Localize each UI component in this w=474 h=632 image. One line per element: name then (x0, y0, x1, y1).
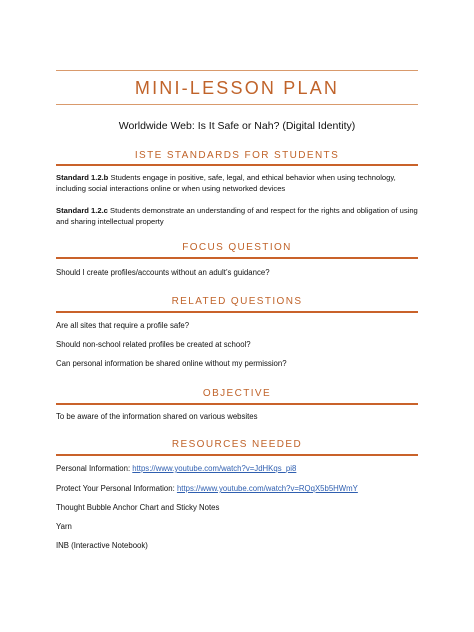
objective-heading: OBJECTIVE (202, 388, 272, 399)
standard-1-2-c (56, 206, 418, 227)
focus-heading: FOCUS QUESTION (182, 242, 292, 253)
resources-heading-rule (56, 454, 418, 456)
resource-item: INB (Interactive Notebook) (56, 541, 148, 550)
title-bottom-rule (56, 104, 418, 105)
resource-item: Yarn (56, 522, 72, 531)
related-heading-rule (56, 311, 418, 313)
lesson-subtitle: Worldwide Web: Is It Safe or Nah? (Digital Identity) (118, 120, 356, 132)
resource-item (56, 464, 434, 473)
page-title: MINI-LESSON PLAN (134, 78, 340, 98)
related-heading: RELATED QUESTIONS (171, 296, 303, 307)
iste-heading: ISTE STANDARDS FOR STUDENTS (134, 150, 340, 161)
iste-heading-rule (56, 164, 418, 166)
related-question: Should non-school related profiles be created at school? (56, 340, 251, 349)
resource-video-link[interactable]: https://www.youtube.com/watch?v=JdHKqs_pi8 (132, 464, 297, 473)
resource-item (56, 484, 434, 493)
resource-label: Personal Information (56, 464, 128, 473)
standard-1-2-b (56, 173, 418, 194)
objective-heading-rule (56, 403, 418, 405)
standard-text: Students engage in positive, safe, legal, and ethical behavior when using technology, including social interactions online or when using networked devices (56, 173, 396, 193)
resource-separator: : (172, 484, 177, 493)
standard-code: Standard 1.2.b (56, 173, 109, 182)
resource-label: Protect Your Personal Information (56, 484, 173, 493)
related-question: Are all sites that require a profile safe? (56, 321, 190, 330)
resource-item: Thought Bubble Anchor Chart and Sticky Notes (56, 503, 220, 512)
title-top-rule (56, 70, 418, 71)
standard-code: Standard 1.2.c (56, 206, 108, 215)
resource-video-link[interactable]: https://www.youtube.com/watch?v=RQqX5b5HWmY (176, 484, 358, 493)
objective-text: To be aware of the information shared on various websites (56, 412, 258, 421)
standard-text: Students demonstrate an understanding of and respect for the rights and obligation of using and sharing intellectual property (56, 206, 418, 226)
focus-heading-rule (56, 257, 418, 259)
focus-question: Should I create profiles/accounts without an adult’s guidance? (56, 268, 270, 277)
related-question: Can personal information be shared online without my permission? (56, 359, 287, 368)
resources-heading: RESOURCES NEEDED (171, 439, 303, 450)
resource-separator: : (127, 464, 133, 473)
